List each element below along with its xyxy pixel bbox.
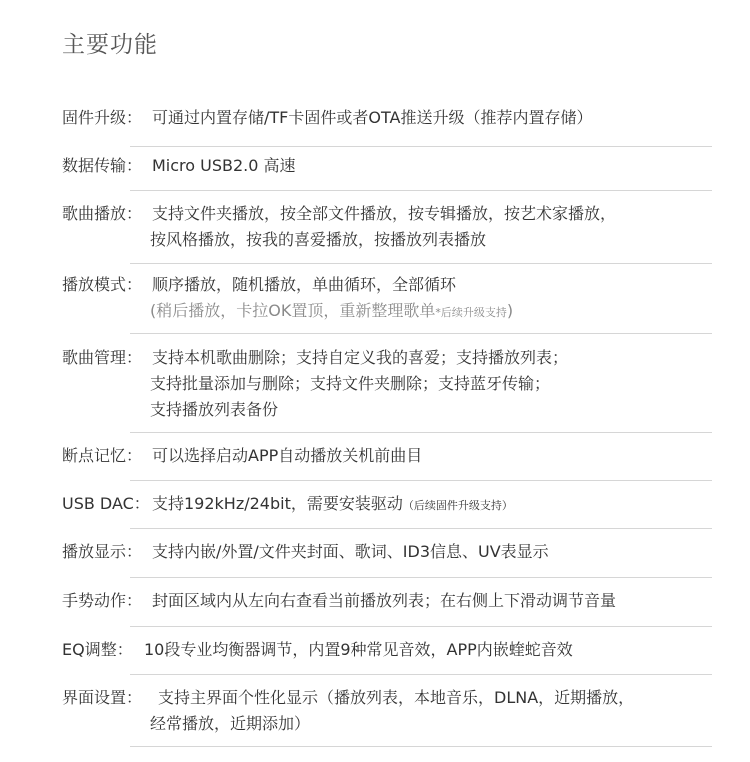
feature-value: 封面区域内从左向右查看当前播放列表；在右侧上下滑动调节音量 [152, 591, 617, 610]
feature-value-text: 支持192kHz/24bit，需要安装驱动 [152, 494, 403, 513]
divider [130, 333, 712, 334]
feature-value: 经常播放，近期添加） [150, 714, 311, 733]
feature-label: 断点记忆： [62, 446, 143, 465]
divider [130, 146, 712, 147]
feature-label: 播放显示： [62, 542, 143, 561]
feature-label: 播放模式： [62, 275, 143, 294]
feature-value: Micro USB2.0 高速 [152, 156, 296, 175]
feature-label: USB DAC： [62, 494, 150, 513]
feature-note [150, 298, 513, 326]
feature-value: 按风格播放，按我的喜爱播放，按播放列表播放 [150, 230, 487, 249]
divider [130, 746, 712, 747]
feature-label: 歌曲管理： [62, 348, 143, 367]
divider [130, 190, 712, 191]
feature-label: EQ调整： [62, 640, 133, 659]
feature-value: 支持文件夹播放，按全部文件播放，按专辑播放，按艺术家播放， [152, 204, 617, 223]
feature-value: 支持主界面个性化显示（播放列表，本地音乐，DLNA，近期播放， [158, 688, 635, 707]
feature-value: 支持批量添加与删除；支持文件夹删除；支持蓝牙传输； [150, 374, 551, 393]
page-title: 主要功能 [62, 32, 158, 58]
feature-value: 可通过内置存储/TF卡固件或者OTA推送升级（推荐内置存储） [152, 108, 593, 127]
divider [130, 577, 712, 578]
divider [130, 626, 712, 627]
feature-label: 界面设置： [62, 688, 143, 707]
note-small: *后续升级支持 [435, 306, 507, 319]
divider [130, 432, 712, 433]
note-text: (稍后播放，卡拉OK置顶，重新整理歌单 [150, 301, 436, 320]
divider [130, 480, 712, 481]
feature-value: 10段专业均衡器调节，内置9种常见音效，APP内嵌蝰蛇音效 [144, 640, 573, 659]
feature-label: 歌曲播放： [62, 204, 143, 223]
feature-value: 支持本机歌曲删除；支持自定义我的喜爱；支持播放列表； [152, 348, 569, 367]
divider [130, 674, 712, 675]
feature-value [152, 491, 513, 519]
note-end: ) [506, 301, 514, 320]
feature-value: 顺序播放，随机播放，单曲循环，全部循环 [152, 275, 457, 294]
feature-value: 支持播放列表备份 [150, 400, 279, 419]
feature-value: 可以选择启动APP自动播放关机前曲目 [152, 446, 423, 465]
feature-value-small: （后续固件升级支持） [402, 499, 513, 512]
feature-label: 数据传输： [62, 156, 143, 175]
divider [130, 263, 712, 264]
divider [130, 528, 712, 529]
feature-value: 支持内嵌/外置/文件夹封面、歌词、ID3信息、UV表显示 [152, 542, 549, 561]
feature-label: 手势动作： [62, 591, 143, 610]
feature-label: 固件升级： [62, 108, 143, 127]
